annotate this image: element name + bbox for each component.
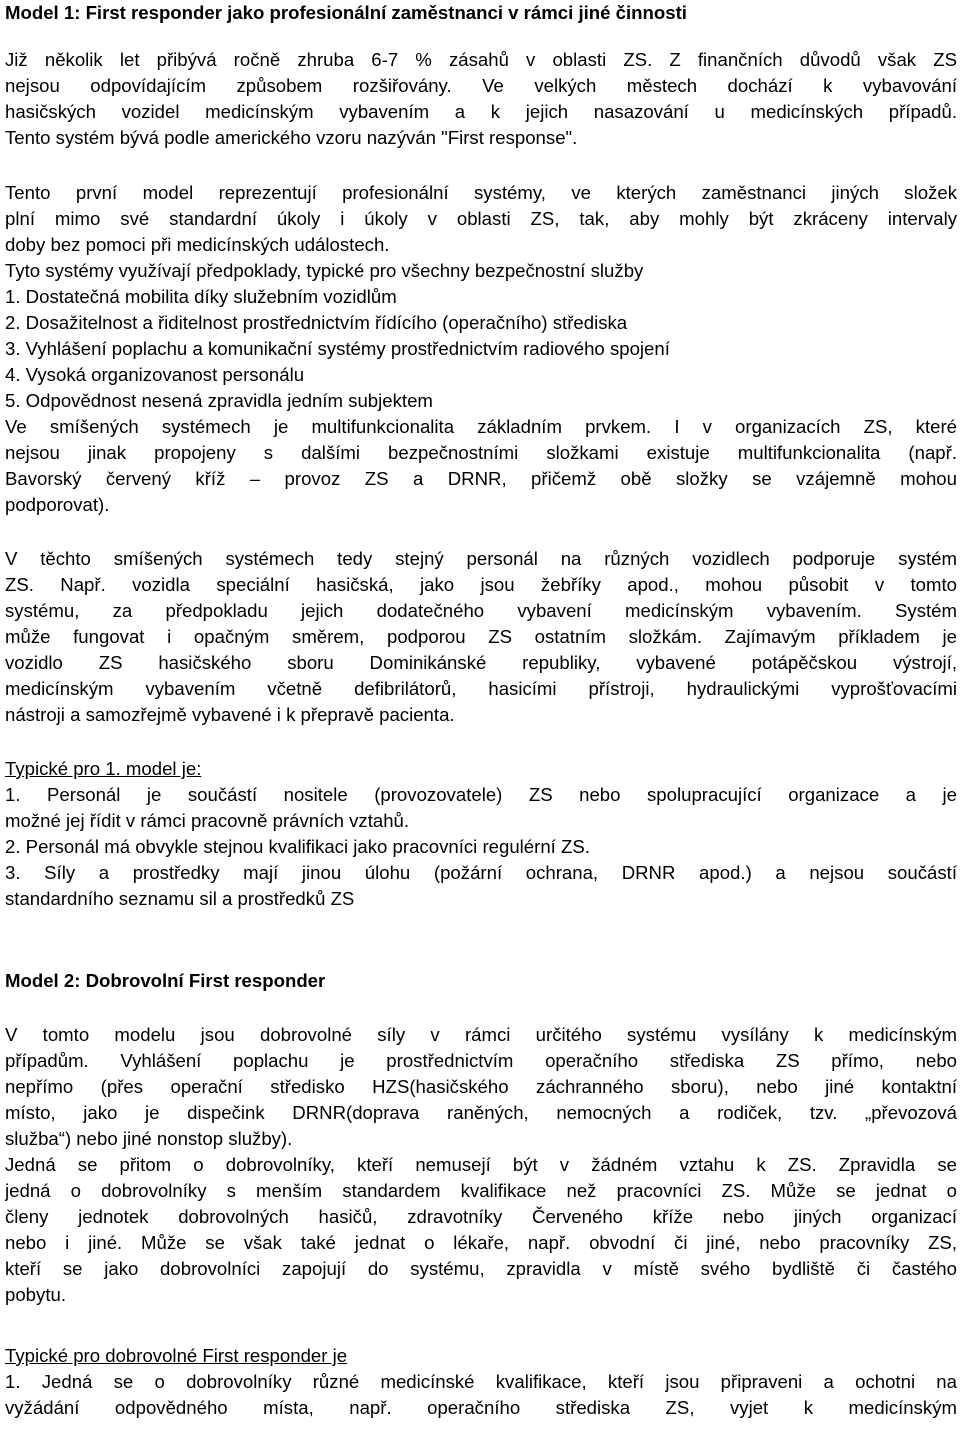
text-line: 3. Síly a prostředky mají jinou úlohu (požární ochrana, DRNR apod.) a nejsou součástí xyxy=(5,862,957,883)
text-line: vyžádání odpovědného místa, např. operačního střediska ZS, vyjet k medicínským xyxy=(5,1397,957,1418)
text-line: 1. Dostatečná mobilita díky služebním vozidlům xyxy=(5,286,397,307)
text-line: 5. Odpovědnost nesená zpravidla jedním subjektem xyxy=(5,390,433,411)
model-1-heading: Model 1: First responder jako profesionální zaměstnanci v rámci jiné činnosti xyxy=(5,2,687,23)
text-line: nejsou odpovídajícím způsobem rozšiřovány. Ve velkých městech dochází k vybavování xyxy=(5,75,957,96)
text-line: Ve smíšených systémech je multifunkcionalita základním prvkem. I v organizacích ZS, které xyxy=(5,416,957,437)
subheading: Typické pro 1. model je: xyxy=(5,758,202,779)
text-line: Tyto systémy využívají předpoklady, typické pro všechny bezpečnostní služby xyxy=(5,260,644,281)
text-line: systému, za předpokladu jejich dodatečného vybavení medicínským vybavením. Systém xyxy=(5,600,957,621)
text-line: vozidlo ZS hasičského sboru Dominikánské republiky, vybavené potápěčskou výstrojí, xyxy=(5,652,957,673)
text-line: kteří se jako dobrovolníci zapojují do systému, zpravidla v místě svého bydliště či častého xyxy=(5,1258,957,1279)
text-line: 2. Dosažitelnost a řiditelnost prostřednictvím řídícího (operačního) střediska xyxy=(5,312,628,333)
text-line: 3. Vyhlášení poplachu a komunikační systémy prostřednictvím radiového spojení xyxy=(5,338,670,359)
text-line: služba“) nebo jiné nonstop služby). xyxy=(5,1128,293,1149)
text-line: V těchto smíšených systémech tedy stejný personál na různých vozidlech podporuje systém xyxy=(5,548,957,569)
text-line: pobytu. xyxy=(5,1284,66,1305)
text-line: 4. Vysoká organizovanost personálu xyxy=(5,364,305,385)
text-line: standardního seznamu sil a prostředků ZS xyxy=(5,888,355,909)
text-line: nejsou jinak propojeny s dalšími bezpečnostními složkami existuje multifunkcionalita (např. xyxy=(5,442,957,463)
text-line: místo, jako je dispečink DRNR(doprava raněných, nemocných a rodiček, tzv. „převozová xyxy=(5,1102,957,1123)
text-line: může fungovat i opačným směrem, podporou ZS ostatním složkám. Zajímavým příkladem je xyxy=(5,626,957,647)
text-line: Jedná se přitom o dobrovolníky, kteří nemusejí být v žádném vztahu k ZS. Zpravidla se xyxy=(5,1154,957,1175)
text-line: doby bez pomoci při medicínských událostech. xyxy=(5,234,390,255)
text-line: nebo i jiné. Může se však také jednat o lékaře, např. obvodní či jiné, nebo pracovníky ZS, xyxy=(5,1232,957,1253)
text-line: 1. Jedná se o dobrovolníky různé medicínské kvalifikace, kteří jsou připraveni a ochotni na xyxy=(5,1371,957,1392)
text-line: případům. Vyhlášení poplachu je prostřednictvím operačního střediska ZS přímo, nebo xyxy=(5,1050,957,1071)
text-line: Bavorský červený kříž – provoz ZS a DRNR, přičemž obě složky se vzájemně mohou xyxy=(5,468,957,489)
text-line: Tento systém bývá podle amerického vzoru nazýván "First response". xyxy=(5,127,578,148)
text-line: Již několik let přibývá ročně zhruba 6-7 % zásahů v oblasti ZS. Z finančních důvodů však ZS xyxy=(5,49,957,70)
text-line: nepřímo (přes operační středisko HZS(hasičského záchranného sboru), nebo jiné kontaktní xyxy=(5,1076,957,1097)
model-2-heading: Model 2: Dobrovolní First responder xyxy=(5,970,326,991)
text-line: V tomto modelu jsou dobrovolné síly v rámci určitého systému vysílány k medicínským xyxy=(5,1024,957,1045)
text-line: hasičských vozidel medicínským vybavením a k jejich nasazování u medicínských případů. xyxy=(5,101,957,122)
subheading: Typické pro dobrovolné First responder je xyxy=(5,1345,348,1366)
text-line: Tento první model reprezentují profesionální systémy, ve kterých zaměstnanci jiných složek xyxy=(5,182,957,203)
text-line: ZS. Např. vozidla speciální hasičská, jako jsou žebříky apod., mohou působit v tomto xyxy=(5,574,957,595)
text-line: jedná o dobrovolníky s menším standardem kvalifikace než pracovníci ZS. Může se jednat o xyxy=(5,1180,957,1201)
text-line: 1. Personál je součástí nositele (provozovatele) ZS nebo spolupracující organizace a je xyxy=(5,784,957,805)
text-line: 2. Personál má obvykle stejnou kvalifikaci jako pracovníci regulérní ZS. xyxy=(5,836,590,857)
text-line: nástroji a samozřejmě vybavené i k přepravě pacienta. xyxy=(5,704,455,725)
text-line: medicínským vybavením včetně defibrilátorů, hasicími přístroji, hydraulickými vyprošťovacími xyxy=(5,678,957,699)
text-line: plní mimo své standardní úkoly i úkoly v oblasti ZS, tak, aby mohly být zkráceny intervaly xyxy=(5,208,957,229)
text-line: podporovat). xyxy=(5,494,110,515)
text-line: možné jej řídit v rámci pracovně právních vztahů. xyxy=(5,810,410,831)
text-line: členy jednotek dobrovolných hasičů, zdravotníky Červeného kříže nebo jiných organizací xyxy=(5,1206,957,1227)
